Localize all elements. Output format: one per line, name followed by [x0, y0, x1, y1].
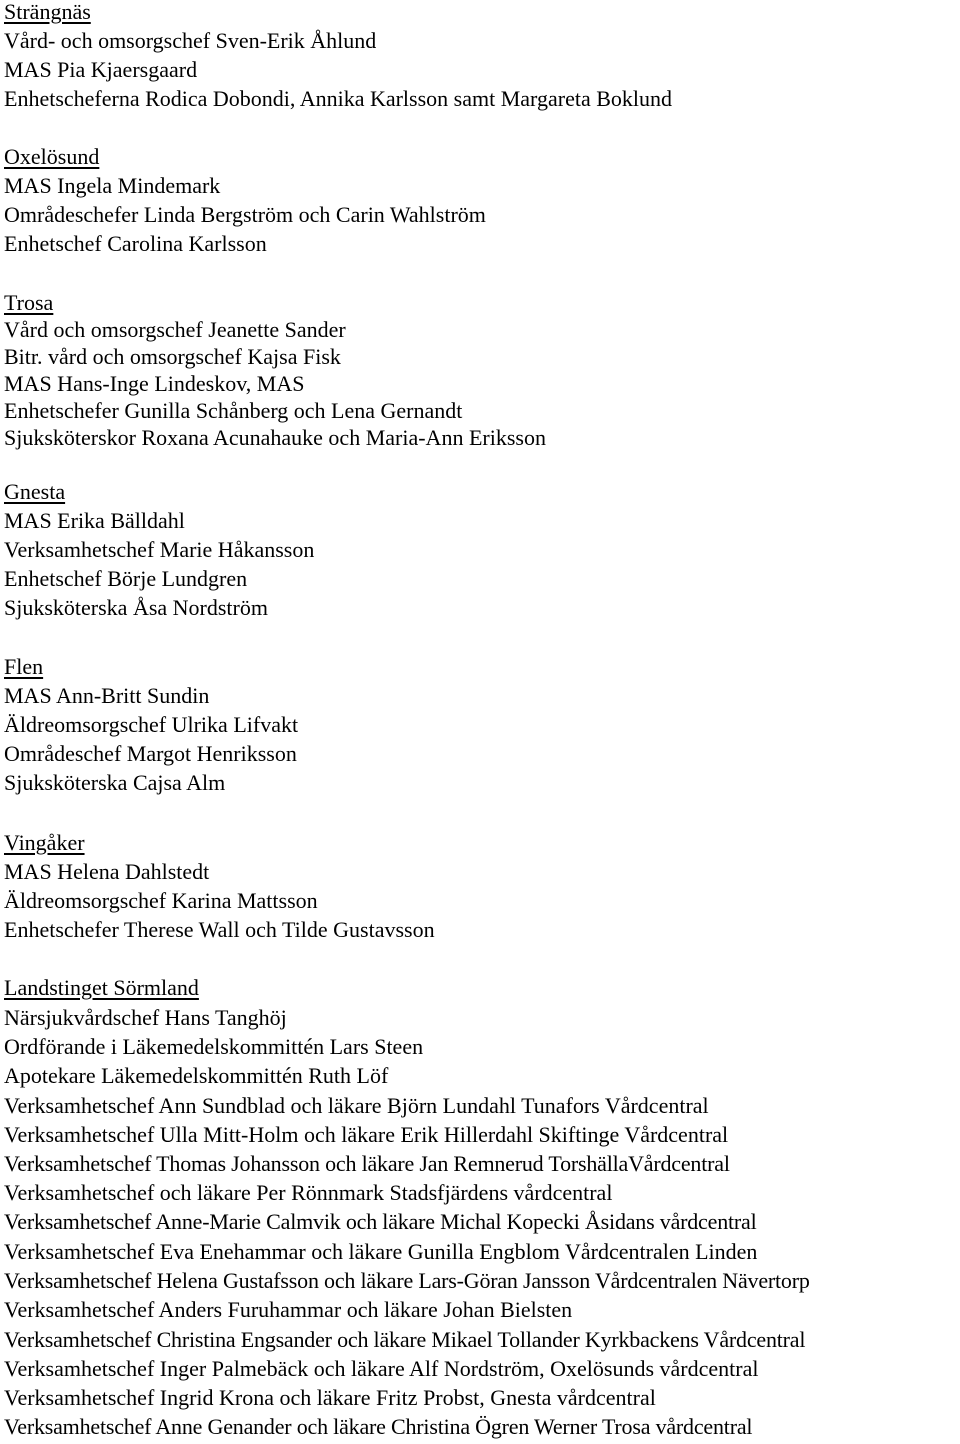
section-heading-vingaker: Vingåker [4, 830, 85, 855]
text-line: MAS Helena Dahlstedt [4, 859, 210, 884]
text-line: Enhetschef Börje Lundgren [4, 566, 248, 591]
text-line: MAS Hans-Inge Lindeskov, MAS [4, 371, 305, 396]
text-line: MAS Pia Kjaersgaard [4, 57, 198, 82]
text-line: Äldreomsorgschef Karina Mattsson [4, 888, 318, 913]
text-line: Enhetscheferna Rodica Dobondi, Annika Karlsson samt Margareta Boklund [4, 86, 672, 111]
text-line: Sjuksköterska Åsa Nordström [4, 595, 268, 620]
text-line: Verksamhetschef Ann Sundblad och läkare Björn Lundahl Tunafors Vårdcentral [4, 1093, 709, 1118]
text-line: Enhetschefer Gunilla Schånberg och Lena Gernandt [4, 398, 463, 423]
text-line: Verksamhetschef Anne-Marie Calmvik och läkare Michal Kopecki Åsidans vårdcentral [4, 1209, 757, 1234]
text-line: Enhetschefer Therese Wall och Tilde Gustavsson [4, 917, 435, 942]
text-line: Verksamhetschef Thomas Johansson och läkare Jan Remnerud TorshällaVårdcentral [4, 1151, 730, 1176]
text-line: Äldreomsorgschef Ulrika Lifvakt [4, 712, 299, 737]
section-heading-flen: Flen [4, 654, 44, 679]
text-line: Vård och omsorgschef Jeanette Sander [4, 317, 346, 342]
section-heading-strangnas: Strängnäs [4, 0, 91, 24]
section-heading-gnesta: Gnesta [4, 479, 66, 504]
section-heading-trosa: Trosa [4, 290, 54, 315]
text-line: Apotekare Läkemedelskommittén Ruth Löf [4, 1063, 389, 1088]
text-line: Verksamhetschef Ingrid Krona och läkare Fritz Probst, Gnesta vårdcentral [4, 1385, 656, 1410]
text-line: Närsjukvårdschef Hans Tanghöj [4, 1005, 287, 1030]
text-line: Verksamhetschef Marie Håkansson [4, 537, 315, 562]
text-line: Områdeschef Margot Henriksson [4, 741, 297, 766]
text-line: Bitr. vård och omsorgschef Kajsa Fisk [4, 344, 341, 369]
text-line: Sjuksköterska Cajsa Alm [4, 770, 226, 795]
text-line: Verksamhetschef Inger Palmebäck och läkare Alf Nordström, Oxelösunds vårdcentral [4, 1356, 759, 1381]
text-line: MAS Ingela Mindemark [4, 173, 221, 198]
text-line: Verksamhetschef och läkare Per Rönnmark Stadsfjärdens vårdcentral [4, 1180, 613, 1205]
text-line: Ordförande i Läkemedelskommittén Lars Steen [4, 1034, 424, 1059]
text-line: Verksamhetschef Anders Furuhammar och läkare Johan Bielsten [4, 1297, 573, 1322]
section-heading-oxelosund: Oxelösund [4, 144, 100, 169]
text-line: Verksamhetschef Helena Gustafsson och läkare Lars-Göran Jansson Vårdcentralen Nävertorp [4, 1268, 810, 1293]
text-line: Områdeschefer Linda Bergström och Carin Wahlström [4, 202, 486, 227]
text-line: Sjuksköterskor Roxana Acunahauke och Maria-Ann Eriksson [4, 425, 546, 450]
text-line: Vård- och omsorgschef Sven-Erik Åhlund [4, 28, 377, 53]
text-line: Verksamhetschef Christina Engsander och läkare Mikael Tollander Kyrkbackens Vårdcentral [4, 1327, 806, 1352]
text-line: MAS Erika Bälldahl [4, 508, 185, 533]
text-line: Verksamhetschef Eva Enehammar och läkare Gunilla Engblom Vårdcentralen Linden [4, 1239, 758, 1264]
section-heading-landstinget: Landstinget Sörmland [4, 975, 199, 1000]
text-line: Enhetschef Carolina Karlsson [4, 231, 267, 256]
text-line: MAS Ann-Britt Sundin [4, 683, 210, 708]
text-line: Verksamhetschef Anne Genander och läkare Christina Ögren Werner Trosa vårdcentral [4, 1414, 753, 1439]
text-line: Verksamhetschef Ulla Mitt-Holm och läkare Erik Hillerdahl Skiftinge Vårdcentral [4, 1122, 729, 1147]
